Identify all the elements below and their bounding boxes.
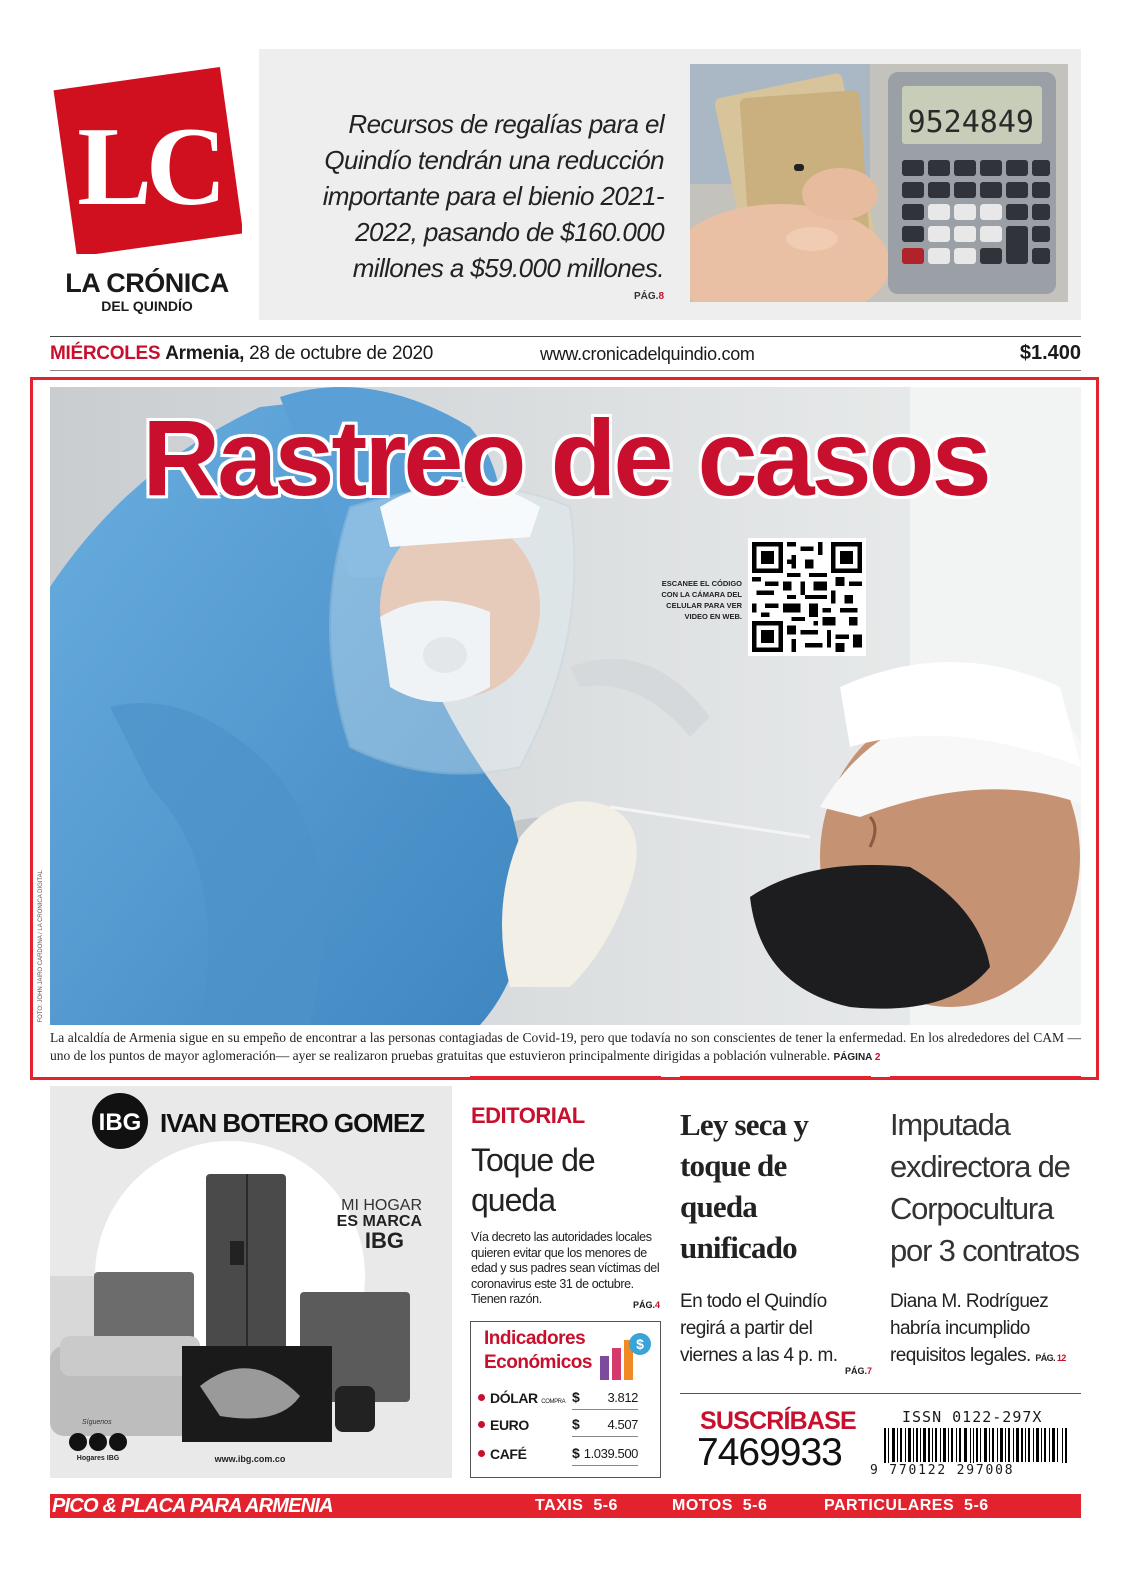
pico-value: 5-6: [964, 1497, 989, 1514]
pico-label: TAXIS: [535, 1497, 584, 1514]
indicator-label: DÓLAR COMPRA: [490, 1390, 566, 1406]
issue-price: $1.400: [1019, 342, 1081, 364]
page-label: PÁG.: [844, 1366, 867, 1376]
page-number: 7: [866, 1366, 872, 1376]
issue-date: 28 de octubre de 2020: [249, 343, 434, 364]
qr-instructions: ESCANEE EL CÓDIGO CON LA CÁMARA DEL CELULAR PARA VER VIDEO EN WEB.: [661, 579, 742, 621]
ley-seca-headline[interactable]: Ley seca y toque de queda unificado: [680, 1107, 809, 1265]
lead-page-ref[interactable]: [834, 1052, 881, 1063]
lead-headline[interactable]: Rastreo de casos: [142, 397, 989, 518]
editorial-body: Vía decreto las autoridades locales quieren evitar que los menores de edad y sus padres sean víctimas del coronavirus este 31 de octubre. Tienen razón.: [471, 1230, 660, 1306]
ibg-advertisement[interactable]: [50, 1086, 452, 1478]
barcode-number: 9 770122 297008: [870, 1463, 1076, 1478]
photo-credit: FOTO: JOHN JAIRO CARDONA / LA CRÓNICA DIGITAL: [38, 870, 44, 1023]
pico-taxis: [535, 1497, 618, 1515]
ad-logo-text: IBG: [98, 1109, 142, 1136]
teaser-page-ref: [600, 291, 664, 302]
editorial-label: EDITORIAL: [471, 1103, 585, 1128]
ad-slogan-2: ES MARCA: [336, 1213, 422, 1230]
subscribe-rule: [680, 1393, 1081, 1394]
page-label: PÁG.: [1035, 1353, 1055, 1363]
lead-caption-text: La alcaldía de Armenia sigue en su empeño de encontrar a las personas contagiadas de Covid-19, pero que todavía no son conscientes de tener la enfermedad. En los alrededores del CAM —uno de los puntos de mayor aglomeración— ayer se realizaron pruebas gratuitas que estuvieron principalmente dirigidas a población vulnerable.: [50, 1030, 1081, 1063]
value-underline: [572, 1409, 638, 1410]
newspaper-subname: DEL QUINDÍO: [101, 298, 193, 314]
bullet-icon: [478, 1450, 485, 1457]
barcode: [884, 1428, 1074, 1468]
column-rule: [680, 1076, 871, 1079]
weekday: MIÉRCOLES: [50, 343, 161, 364]
currency-symbol: $: [572, 1416, 580, 1432]
bullet-icon: [478, 1394, 485, 1401]
imputada-summary-text: Diana M. Rodríguez habría incumplido requisitos legales.: [890, 1291, 1049, 1366]
page-label: PÁG.: [632, 1300, 655, 1310]
imputada-page-ref[interactable]: [1035, 1353, 1065, 1363]
svg-text:$: $: [636, 1336, 644, 1352]
subscribe-label[interactable]: SUSCRÍBASE: [700, 1407, 856, 1435]
currency-symbol: $: [572, 1389, 580, 1405]
dateline: [50, 343, 433, 365]
page-number: 2: [874, 1052, 881, 1063]
dollar-chart-icon: [596, 1330, 654, 1382]
ad-handle: Hogares IBG: [76, 1455, 120, 1462]
page-number: 4: [654, 1300, 660, 1310]
imputada-summary: [890, 1288, 1081, 1372]
value-underline: [572, 1436, 638, 1437]
lead-caption: [50, 1029, 1081, 1067]
newspaper-name: LA CRÓNICA: [65, 268, 229, 298]
column-rule: [890, 1076, 1081, 1079]
ad-website: www.ibg.com.co: [214, 1454, 286, 1464]
indicators-title: Indicadores Económicos: [484, 1328, 592, 1373]
pico-value: 5-6: [593, 1497, 618, 1514]
ley-seca-page-ref[interactable]: [820, 1366, 872, 1376]
ad-follow: Síguenos: [82, 1419, 112, 1426]
indicator-value: 4.507: [607, 1417, 638, 1432]
dateline-rule-bottom: [50, 370, 1081, 371]
pico-placa-title: PICO & PLACA PARA ARMENIA: [52, 1495, 333, 1517]
indicator-row-cafe: [478, 1444, 654, 1466]
imputada-headline[interactable]: Imputada exdirectora de Corpocultura por 3 contratos: [890, 1107, 1079, 1268]
issn-label: ISSN 0122-297X: [902, 1408, 1043, 1426]
page-number: 12: [1056, 1353, 1066, 1363]
editorial-title[interactable]: Toque de queda: [471, 1142, 595, 1218]
newspaper-logo[interactable]: [52, 64, 242, 254]
page-label: PÁGINA: [833, 1052, 873, 1063]
ad-brand: IVAN BOTERO GOMEZ: [160, 1108, 425, 1138]
indicator-row-euro: [478, 1415, 654, 1437]
dateline-rule-top: [50, 336, 1081, 337]
pico-label: MOTOS: [672, 1497, 733, 1514]
column-rule: [470, 1076, 661, 1079]
website-link[interactable]: www.cronicadelquindio.com: [540, 344, 755, 364]
ad-slogan-3: IBG: [364, 1228, 404, 1253]
ad-slogan-1: MI HOGAR: [341, 1197, 422, 1214]
pico-motos: [672, 1497, 767, 1515]
pico-value: 5-6: [742, 1497, 768, 1514]
currency-symbol: $: [572, 1445, 580, 1461]
qr-code[interactable]: [748, 538, 866, 656]
teaser-text[interactable]: Recursos de regalías para el Quindío tendrán una reducción importante para el bienio 2021-2022, pasando de $160.000 millones a $59.000 millones.: [322, 109, 664, 283]
indicator-value: 3.812: [607, 1390, 638, 1405]
ley-seca-summary: En todo el Quindío regirá a partir del viernes a las 4 p. m.: [680, 1291, 838, 1366]
subscribe-phone[interactable]: 7469933: [697, 1431, 842, 1474]
value-underline: [572, 1465, 638, 1466]
indicator-label: CAFÉ: [490, 1446, 527, 1462]
city: Armenia,: [165, 343, 245, 364]
indicator-row-dolar: [478, 1388, 654, 1410]
indicator-value: 1.039.500: [583, 1446, 638, 1461]
page-number: 8: [658, 291, 664, 302]
calculator-display: 9524849: [907, 105, 1034, 140]
bullet-icon: [478, 1421, 485, 1428]
indicator-label: EURO: [490, 1417, 529, 1433]
page-label: PÁG.: [633, 291, 659, 302]
teaser-photo[interactable]: [690, 64, 1068, 302]
logo-letters: LC: [77, 105, 221, 229]
editorial-page-ref[interactable]: [600, 1300, 660, 1310]
pico-label: PARTICULARES: [824, 1497, 955, 1514]
pico-particulares: [824, 1497, 989, 1515]
